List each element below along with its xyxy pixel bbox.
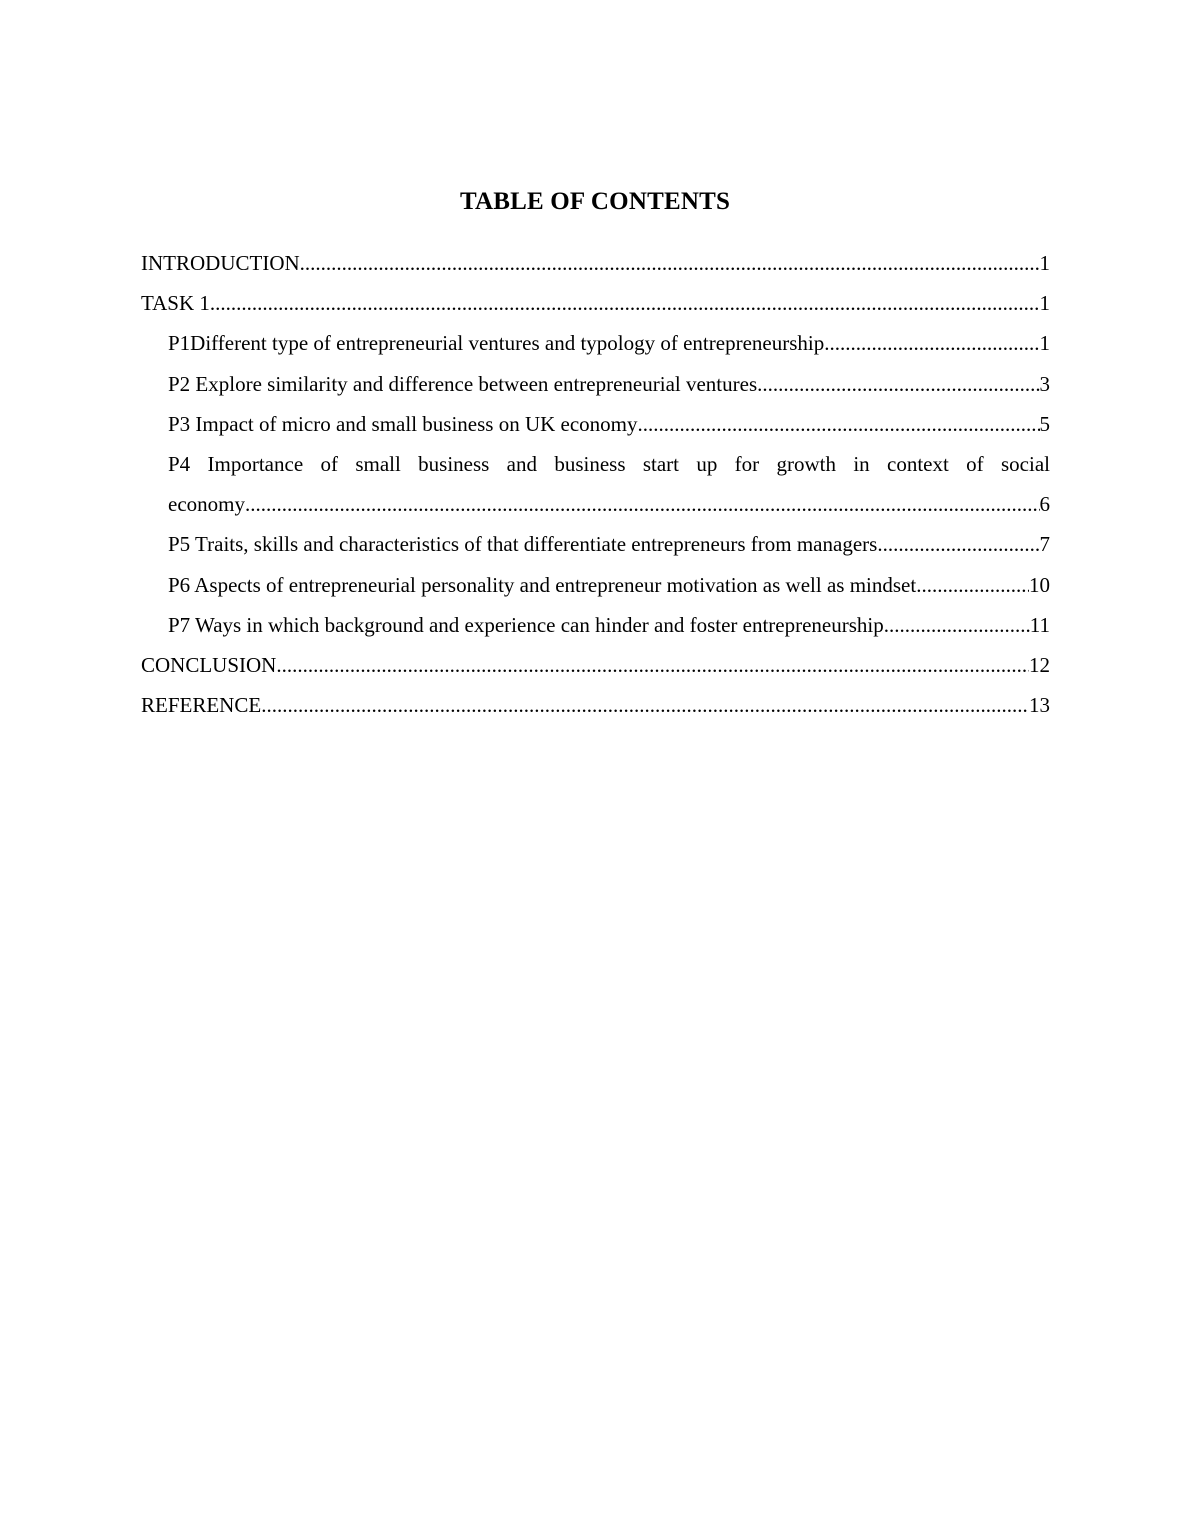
dot-leader — [884, 605, 1030, 645]
toc-page-number: 13 — [1029, 693, 1050, 718]
dot-leader — [824, 323, 1039, 363]
dot-leader — [916, 565, 1029, 605]
toc-entry-introduction[interactable] — [141, 243, 1050, 283]
toc-entry-label: P6 Aspects of entrepreneurial personality and entrepreneur motivation as well as mindset — [168, 572, 917, 597]
toc-entry-p5[interactable] — [168, 524, 1050, 564]
toc-entry-label: P7 Ways in which background and experience can hinder and foster entrepreneurship — [168, 612, 884, 637]
toc-entry-p4[interactable] — [168, 444, 1050, 524]
toc-entry-label: CONCLUSION — [141, 652, 277, 677]
page-title: TABLE OF CONTENTS — [459, 188, 731, 215]
toc-entry-p7[interactable] — [168, 605, 1050, 645]
toc-entry-label: INTRODUCTION — [141, 251, 300, 275]
toc-entry-p2[interactable] — [168, 364, 1050, 404]
toc-entry-reference[interactable] — [141, 685, 1050, 725]
toc-entry-label: P2 Explore similarity and difference between entrepreneurial ventures — [168, 371, 758, 396]
dot-leader — [877, 524, 1039, 564]
toc-entry-label: TASK 1 — [141, 291, 210, 316]
toc-page-number: 1 — [1039, 251, 1050, 275]
toc-entry-label: P5 Traits, skills and characteristics of that differentiate entrepreneurs from managers — [168, 532, 878, 557]
toc-page-number: 1 — [1039, 291, 1050, 316]
toc-page-number: 6 — [1039, 492, 1050, 517]
toc-page-number: 1 — [1039, 331, 1050, 356]
toc-entry-label-line-1: P4 Importance of small business and business start up for growth in context of social — [168, 451, 1050, 476]
dot-leader — [245, 484, 1040, 524]
dot-leader — [276, 645, 1029, 685]
toc-entry-conclusion[interactable] — [141, 645, 1050, 685]
toc-entry-label-line-2: economy — [168, 492, 245, 517]
dot-leader — [638, 404, 1040, 444]
toc-entry-p1[interactable] — [168, 323, 1050, 363]
toc-page-number: 10 — [1029, 572, 1050, 597]
toc-entry-task-1[interactable] — [141, 283, 1050, 323]
toc-entry-label: P1Different type of entrepreneurial ventures and typology of entrepreneurship — [168, 331, 825, 356]
toc-page-number: 3 — [1039, 371, 1050, 396]
dot-leader — [210, 283, 1040, 323]
table-of-contents — [141, 243, 1050, 725]
toc-page-number: 5 — [1039, 411, 1050, 436]
dot-leader — [261, 685, 1029, 725]
toc-page-number: 7 — [1039, 532, 1050, 557]
toc-entry-p3[interactable] — [168, 404, 1050, 444]
toc-entry-label: REFERENCE — [141, 693, 262, 718]
toc-entry-label: P3 Impact of micro and small business on UK economy — [168, 411, 638, 436]
toc-page-number: 12 — [1029, 652, 1050, 677]
dot-leader — [757, 364, 1039, 404]
toc-entry-p6[interactable] — [168, 565, 1050, 605]
toc-page-number: 11 — [1029, 612, 1050, 637]
dot-leader — [300, 243, 1040, 283]
